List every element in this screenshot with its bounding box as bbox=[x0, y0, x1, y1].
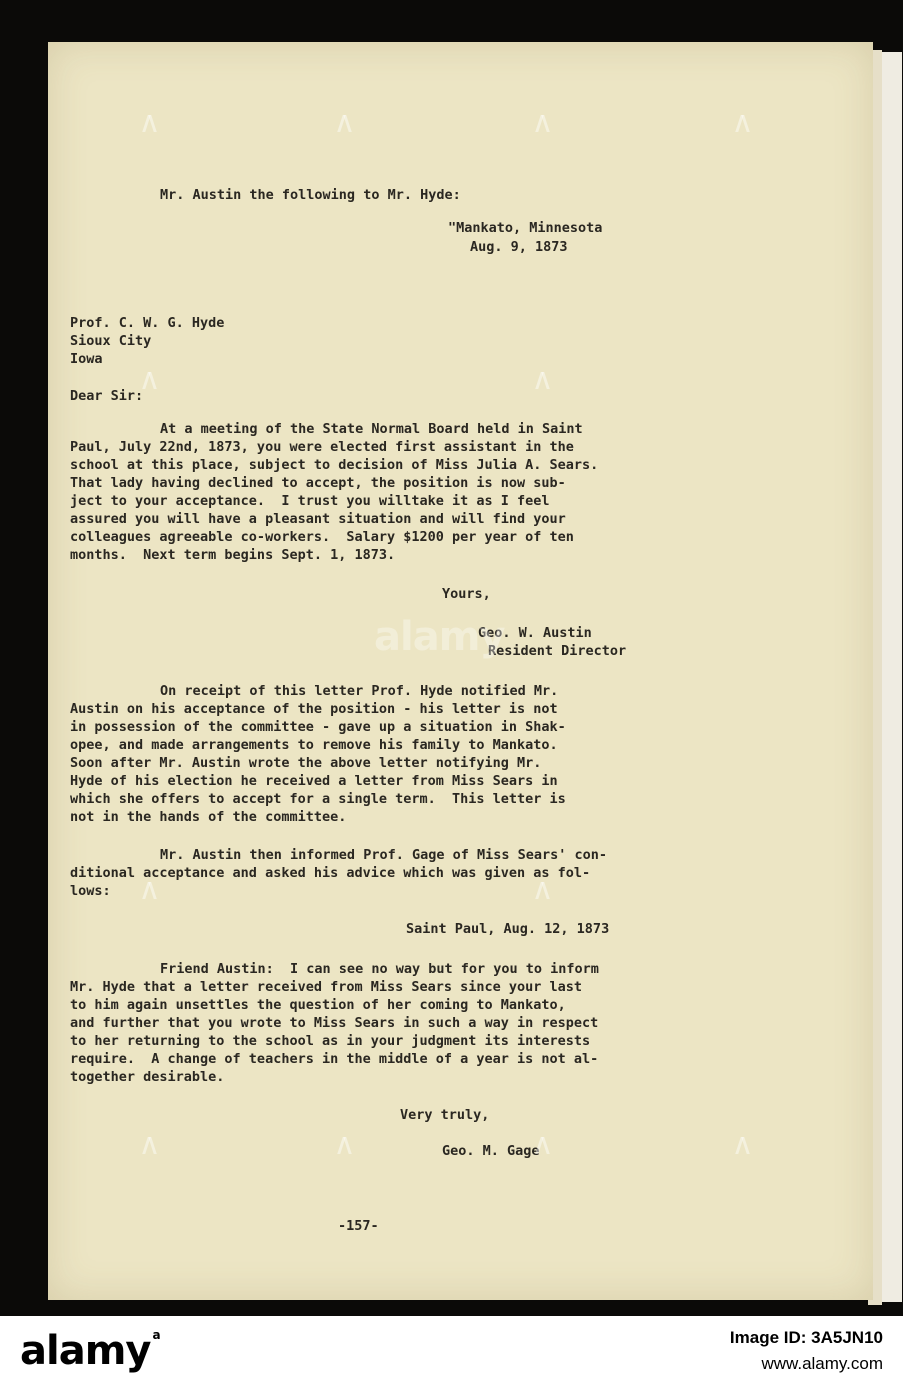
text-line: not in the hands of the committee. bbox=[70, 809, 347, 825]
text-line: together desirable. bbox=[70, 1069, 225, 1085]
text-line: At a meeting of the State Normal Board held in Saint bbox=[160, 421, 583, 437]
place-line: "Mankato, Minnesota bbox=[448, 220, 603, 236]
text-line: Mr. Hyde that a letter received from Miss Sears since your last bbox=[70, 979, 583, 995]
watermark-mark bbox=[536, 882, 549, 899]
text-line: Mr. Austin then informed Prof. Gage of Miss Sears' con- bbox=[160, 847, 608, 863]
text-line: opee, and made arrangements to remove his family to Mankato. bbox=[70, 737, 558, 753]
text-line: months. Next term begins Sept. 1, 1873. bbox=[70, 547, 396, 563]
date-saint-paul: Saint Paul, Aug. 12, 1873 bbox=[406, 921, 610, 937]
stock-footer bbox=[0, 1316, 903, 1390]
logo-text: alamy bbox=[20, 1328, 151, 1374]
signature-austin: Geo. W. Austin bbox=[478, 625, 592, 641]
text-line: in possession of the committee - gave up a situation in Shak- bbox=[70, 719, 566, 735]
text-line: ditional acceptance and asked his advice which was given as fol- bbox=[70, 865, 591, 881]
watermark-mark bbox=[143, 115, 156, 132]
text-line: That lady having declined to accept, the position is now sub- bbox=[70, 475, 566, 491]
watermark-mark bbox=[338, 1137, 351, 1154]
text-line: assured you will have a pleasant situation and will find your bbox=[70, 511, 566, 527]
date-line: Aug. 9, 1873 bbox=[470, 239, 568, 255]
text-line: Hyde of his election he received a letter from Miss Sears in bbox=[70, 773, 558, 789]
watermark-mark bbox=[338, 115, 351, 132]
text-line: ject to your acceptance. I trust you willtake it as I feel bbox=[70, 493, 550, 509]
text-line: Friend Austin: I can see no way but for you to inform bbox=[160, 961, 599, 977]
watermark-mark bbox=[536, 1137, 549, 1154]
text-line: Soon after Mr. Austin wrote the above letter notifying Mr. bbox=[70, 755, 542, 771]
watermark-mark bbox=[143, 882, 156, 899]
text-line: lows: bbox=[70, 883, 111, 899]
closing-yours: Yours, bbox=[442, 586, 491, 602]
text-line: On receipt of this letter Prof. Hyde notified Mr. bbox=[160, 683, 559, 699]
site-link[interactable]: www.alamy.com bbox=[761, 1354, 883, 1373]
text-line: require. A change of teachers in the middle of a year is not al- bbox=[70, 1051, 599, 1067]
document-page bbox=[48, 42, 873, 1300]
text-line: which she offers to accept for a single term. This letter is bbox=[70, 791, 566, 807]
text-line: to her returning to the school as in your judgment its interests bbox=[70, 1033, 591, 1049]
watermark-mark bbox=[536, 115, 549, 132]
text-line: Austin on his acceptance of the position - his letter is not bbox=[70, 701, 558, 717]
signature-austin-title: Resident Director bbox=[488, 643, 627, 659]
text-line: colleagues agreeable co-workers. Salary $1200 per year of ten bbox=[70, 529, 574, 545]
alamy-logo[interactable]: alamy $^a$ bbox=[20, 1328, 160, 1374]
page-number: -157- bbox=[338, 1218, 379, 1234]
text-line: to him again unsettles the question of her coming to Mankato, bbox=[70, 997, 566, 1013]
footer-info bbox=[730, 1328, 883, 1374]
recipient-name: Prof. C. W. G. Hyde bbox=[70, 315, 225, 331]
text-line: school at this place, subject to decision of Miss Julia A. Sears. bbox=[70, 457, 599, 473]
image-id: Image ID: 3A5JN10 bbox=[729, 1328, 883, 1347]
text-line: Paul, July 22nd, 1873, you were elected first assistant in the bbox=[70, 439, 574, 455]
salutation: Dear Sir: bbox=[70, 388, 144, 404]
watermark-mark bbox=[736, 115, 749, 132]
watermark-mark bbox=[143, 372, 156, 389]
watermark-mark bbox=[536, 372, 549, 389]
recipient-state: Iowa bbox=[70, 351, 103, 367]
watermark-text: alamy bbox=[374, 614, 505, 660]
intro-line: Mr. Austin the following to Mr. Hyde: bbox=[160, 187, 461, 203]
signature-gage: Geo. M. Gage bbox=[442, 1143, 540, 1159]
watermark-mark bbox=[736, 1137, 749, 1154]
text-line: and further that you wrote to Miss Sears in such a way in respect bbox=[70, 1015, 599, 1031]
closing-very-truly: Very truly, bbox=[400, 1107, 490, 1123]
watermark-mark bbox=[143, 1137, 156, 1154]
recipient-city: Sioux City bbox=[70, 333, 152, 349]
